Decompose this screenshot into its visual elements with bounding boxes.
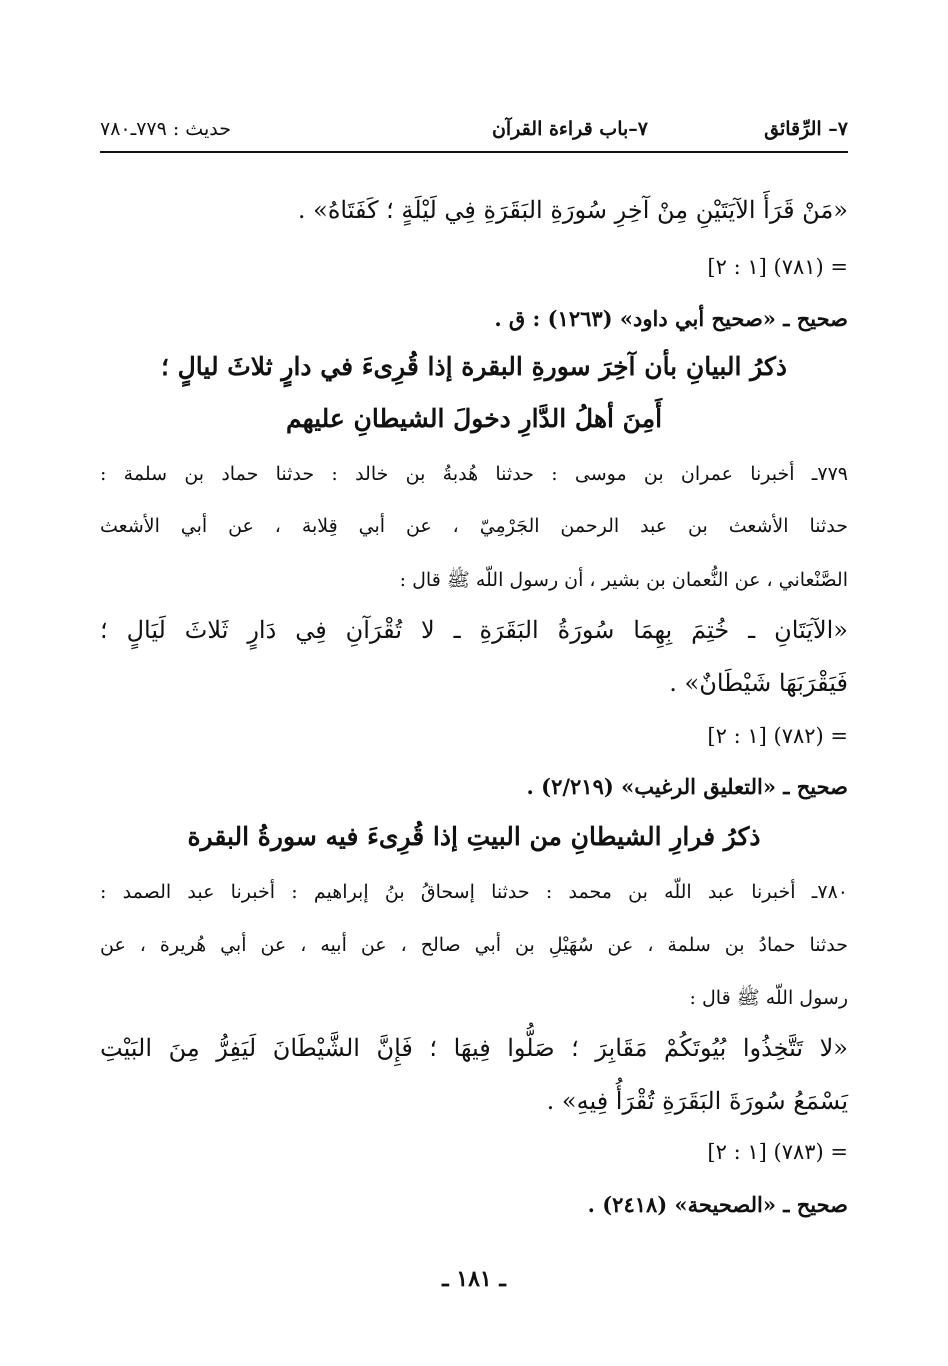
hadith-779-text-line1: «الآيَتَانِ ـ خُتِمَ بِهِمَا سُورَةُ البَقَرَةِ ـ لا تُقْرَآنِ فِي دَارٍ ثَلاثَ لَيَالٍ ؛ [100,616,848,644]
hadith-779-grading [100,774,848,799]
section-title: ٧– الرِّقائق [764,118,848,140]
hadith-780-text-line2: يَسْمَعُ سُورَةَ البَقَرَةِ تُقْرَأُ فِيهِ» . [546,1087,848,1115]
hadith-781-grading [100,306,848,331]
grading-text: صحيح ـ «الصحيحة» (٢٤١٨) . [587,1192,848,1217]
hadith-781-reference: = (٧٨١) [١ : ٢] [707,255,848,279]
chapter-heading-1-line2: أَمِنَ أهلُ الدَّارِ دخولَ الشيطانِ عليهم [285,404,663,433]
running-header [100,112,848,146]
hadith-range: حديث : ٧٧٩ـ٧٨٠ [100,118,231,140]
hadith-779-isnad-line3: الصَّنْعاني ، عن النُّعمان بن بشير ، أن رسول اللّه ﷺ قال : [399,569,848,591]
chapter-title: ٧–باب قراءة القرآن [491,118,648,140]
hadith-779-text-line2: فَيَقْرَبَهَا شَيْطَانٌ» . [669,669,848,697]
page-number: ـ ١٨١ ـ [442,1266,506,1292]
hadith-781-text: «مَنْ قَرَأَ الآيَتَيْنِ مِنْ آخِرِ سُورَةِ البَقَرَةِ فِي لَيْلَةٍ ؛ كَفَتَاهُ» . [297,196,848,224]
hadith-779-isnad-line1: ٧٧٩ـ أخبرنا عمران بن موسى : حدثنا هُدبةُ بن خالد : حدثنا حماد بن سلمة : [100,463,848,485]
hadith-780-isnad-line2: حدثنا حمادُ بن سلمة ، عن سُهَيْلِ بن أبي صالح ، عن أبيه ، عن أبي هُريرة ، عن [100,934,848,956]
chapter-heading-2: ذكرُ فرارِ الشيطانِ من البيتِ إذا قُرِىءَ فيه سورةُ البقرة [187,822,761,851]
chapter-heading-1-line1: ذكرُ البيانِ بأن آخِرَ سورةِ البقرة إذا قُرِىءَ في دارٍ ثلاثَ ليالٍ ؛ [160,352,788,381]
header-divider [100,151,848,153]
hadith-780-reference: = (٧٨٣) [١ : ٢] [707,1140,848,1164]
hadith-780-text-line1: «لا تَتَّخِذُوا بُيُوتَكُمْ مَقَابِرَ ؛ صَلُّوا فِيهَا ؛ فَإِنَّ الشَّيْطَانَ لَيَفِرُّ مِنَ البَيْتِ [100,1034,848,1062]
hadith-779-isnad-line2: حدثنا الأشعث بن عبد الرحمن الجَرْمِيّ ، عن أبي قِلابة ، عن أبي الأشعث [100,515,848,537]
hadith-780-grading [100,1192,848,1217]
grading-text: صحيح ـ «صحيح أبي داود» (١٢٦٣) : ق . [494,306,848,331]
hadith-779-reference: = (٧٨٢) [١ : ٢] [707,724,848,748]
hadith-780-isnad-line3: رسول اللّه ﷺ قال : [689,987,848,1009]
hadith-780-isnad-line1: ٧٨٠ـ أخبرنا عبد اللّه بن محمد : حدثنا إسحاقُ بنُ إبراهيم : أخبرنا عبد الصمد : [100,881,848,903]
grading-text: صحيح ـ «التعليق الرغيب» (٢/٢١٩) . [526,774,848,799]
